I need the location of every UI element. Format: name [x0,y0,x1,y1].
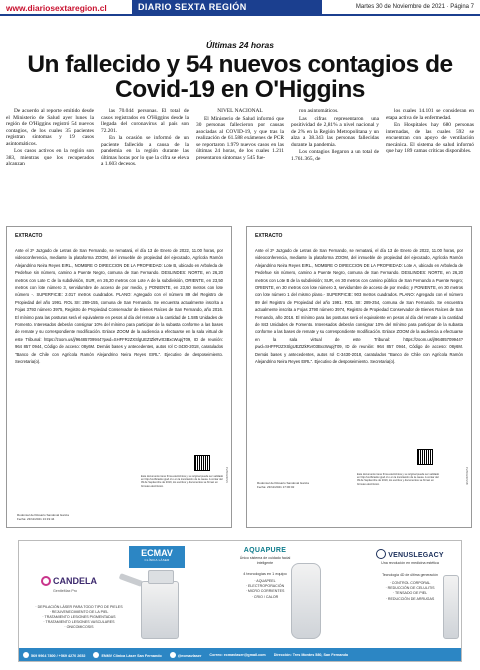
venus-name [375,549,445,559]
paragraph: En Hospitales hay 680 personas internadas, de las cuales 592 se encuentran con apoyo de ventilación mecánica. El sistema de salud informó que hay 189 camas críticas disponibles. [386,122,474,154]
legal-notice-2 [246,226,472,528]
ecmav-logo-text: ECMAV [141,548,173,558]
subheading: NIVEL NACIONAL [217,108,263,114]
article-column-5 [386,108,474,216]
signer: Rodomiel del Rosario Sandoval García Fecha: 23/11/2021 13:19:44 [17,513,69,521]
paragraph: ron asintomáticos. [299,108,339,114]
paragraph: El Ministerio de Salud informó que 30 personas fallecieron por causas asociadas al COVID-19, y que tras la realización de 61.588 exámenes de PCR se reportaron 1.979 nuevos casos en las últimas 24 horas, de los cuales 1.211 presentaron síntomas y 545 fue- [196,115,284,161]
article-column-2 [101,108,189,216]
phone-text: 569 9964 7800 / +569 4270 2652 [31,653,86,658]
paragraph: En la ocasión se informó de un paciente fallecido a causa de la pandemia en la región durante las últimas horas por lo que la cifra se eleva a 1.603 decesos. [101,135,189,167]
aquapure-tech: 4 tecnologías en 1 equipo [243,572,287,576]
qr-code-icon [417,449,433,465]
venus-machine-icon [443,575,459,639]
site-url[interactable]: www.diariosextaregion.cl [0,0,132,14]
article-kicker: Últimas 24 horas [205,40,275,50]
facebook-icon [93,652,99,658]
article-column-1 [6,108,94,216]
laser-arm-icon [119,573,144,587]
legal-notice-1 [6,226,232,528]
page-date: Martes 30 de Noviembre de 2021 · Página 7 [322,0,480,14]
venus-treatments: · CONTROL CORPORAL · REDUCCIÓN DE CELULITIS · TENSADO DE PIEL · REDUCCIÓN DE ARRUGAS [385,581,435,601]
article-column-3 [196,108,284,216]
instagram-text: @ecmavlaser [177,653,202,658]
notice-body: Ante el 2º Juzgado de Letras de San Fernando, se rematará, el día 13 de Enero de 2022, 11.00 horas, por videoconferencia, mediante la plataforma ZOOM, del inmueble de propiedad del ejecutado, Agrícola Ramón Alejandrino Neira Reyes EIRL., NOMBRE O DIRECCION DE LA PROPIEDAD: Lote B, ubicado en Arboleda de Pedehue sin número, camino a Puente Negro, comuna de San Fernando. DESLINDES: NORTE, en 26,20 metros con Lote C de la subdivisión, SUR, en 26,20 metros con Lote A de la subdivisión, ORIENTE, en 23,50 metros con lote número 3, servidumbre de acceso de por medio, y PONIENTE, en 23,50 metros con lote número -. SUPERFICIE: 2.017 metros cuadrados. PLANO: Agregado con el número 89 del Registro de Propiedad del año 1991. ROL SII: 289-155, comuna de San Fernando. Se encuentra actualmente inscrita a Fojas 3793 número 3975, Registro de Propiedad Conservador de Bienes Raíces de San Fernando, año 2016. El mínimo para las posturas será el equivalente en pesos al día del remate a la cantidad de 1.585 Unidades de Fomento. Interesados deberán consignar 10% del mínimo para participar de la subasta conforme a las bases de remate y su correspondiente modificación. Enlace ZOOM de la audiencia a efectuarse en la sala virtual de este Tribunal: https://zoom.us/j/96485709944?pwd=SHFFRzZXSlgUEZtZkRvr03BxcWupjT09, ID de reunión: 964 857 0944, Código de acceso: 08y6M. Demás bases y antecedentes, autos rol C-3430-2018, caratulados "Banco de Chile con Agrícola Ramón Alejandrino Neira Reyes EIRL". Ejecutivo de desposeimiento. Secretaria(o). [15,248,223,365]
page-header [0,0,480,14]
verification-code: FVZXGNKNS [225,467,228,483]
paragraph: Las cifras representaron una positividad de 2,81% a nivel nacional y de 2% en la Región Metropolitana y un alza a 38.343 las personas fallecidas durante la pandemia. [291,115,379,148]
header-divider [0,14,480,16]
email-contact[interactable]: Correo: ecmavlaser@gmail.com [209,652,266,657]
aquapure-desc: Único sistema de cuidado facial inteligente [239,556,291,565]
candela-name: CANDELA [53,576,97,586]
candela-logo [41,571,97,593]
notice-body: Ante el 2º Juzgado de Letras de San Fernando, se rematará, el día 13 de Enero de 2022, 11.00 horas, por videoconferencia, mediante la plataforma ZOOM, del inmueble de propiedad del ejecutado, Agrícola Ramón Alejandrino Neira Reyes EIRL., NOMBRE O DIRECCION DE LA PROPIEDAD: Lote A, ubicado en Arboleda de Pedehue sin número, camino a Puente Negro, comuna de San Fernando. DESLINDES: NORTE, en 26,20 metros con Lote B de la subdivisión; SUR, en 30 metros con camino público de San Fernando a Puente Negro; ORIENTE, en 30 metros con lote número 3, servidumbre de acceso de por medio; y PONIENTE, en 30 metros con lote número 1 del mismo plano.- SUPERFICIE: 903 metros cuadrados. PLANO: Agregado con el número 89 del Registro de Propiedad del año 1991. ROL SII: 289-254, comuna de San Fernando. Se encuentra actualmente inscrita a Fojas 3790 número 3974, Registro de Propiedad Conservador de Bienes Raíces de San Fernando, año 2016. El mínimo para las posturas será el equivalente en pesos al día del remate a la cantidad de 843 Unidades de Fomento. Interesados deberán consignar 10% del mínimo para participar de la subasta conforme a las bases de remate y su correspondiente modificación. Enlace ZOOM de la audiencia a efectuarse en la sala virtual de este Tribunal: https://zoom.us/j/96485709944?pwd=SHFFRzZXSlgUEZtZkRvr03BxcWupjT09, ID de reunión: 964 857 0944, Código de acceso: 08y6M. Demás bases y antecedentes, autos rol C-3430-2018, caratulados "Banco de Chile con Agrícola Ramón Alejandrino Neira Reyes EIRL". Ejecutivo de desposeimiento. Secretaria(o). [255,248,463,365]
venus-tech: Tecnología 4D de última generación [382,573,438,577]
clinic-text: ENMV Clínica Láser San Fernando [101,653,162,658]
whatsapp-icon [23,652,29,658]
signer: Rodomiel del Rosario Sandoval García Fecha: 23/11/2021 17:00:02 [257,481,309,489]
signature-note: Este documento tiene firma electrónica y su original puede ser validado en http://verificadoc.pjud.cl o en la tramitación de la causa. A contar del 09 de Septiembre de 2019, los escritos y documentos se firman en formato electrónico. [141,475,224,488]
venus-mark-icon [376,549,386,559]
aquapure-machine-icon [291,563,321,639]
notice-title: EXTRACTO [255,233,283,239]
aquapure-treatments: · AQUAPEEL · ELECTROPORACIÓN · MICRO CORRIENTES · CRIO / CALOR [245,579,285,599]
verification-code: FVZXGNKNSB [465,467,468,485]
paragraph: Los contagios llegaron a un total de 1.761.365, de [291,149,379,162]
qr-code-icon [194,455,210,471]
phone-contact[interactable] [23,652,85,658]
aquapure-name: AQUAPURE [243,547,287,554]
clinic-advertisement[interactable] [18,540,462,662]
notice-title: EXTRACTO [15,233,43,239]
ecmav-logo [129,546,185,568]
address-contact: Dirección: Tres Montes 580, San Fernando [273,652,349,657]
venus-name-text: VENUSLEGACY [388,552,444,559]
facebook-contact[interactable] [93,652,161,658]
candela-mark-icon [41,576,51,586]
signature-note: Este documento tiene firma electrónica y su original puede ser validado en http://verificadoc.pjud.cl o en la tramitación de la causa. A contar del 09 de Septiembre de 2019, los escritos y documentos se firman en formato electrónico. [357,473,440,486]
ad-contact-bar [19,648,461,661]
ecmav-logo-sub: CLÍNICA LÁSER [144,558,170,562]
article-column-4 [291,108,379,216]
instagram-contact[interactable] [170,652,202,658]
paragraph: De acuerdo al reporte emitido desde el Ministerio de Salud ayer lunes la región de O'Higgins registró 54 nuevos contagios, de los cuales 35 pacientes registran síntomas y 19 casos asintomáticos. [6,108,94,147]
candela-treatments: · DEPILACIÓN LÁSER PARA TODO TIPO DE PIELES · REJUVENECIMIENTO DE LA PIEL · TRATAMIENTO LESIONES PIGMENTADAS · TRATAMIENTO LESIONES VASCULARES · ONICOMICOSIS [35,605,123,629]
article-headline: Un fallecido y 54 nuevos contagios de Covid-19 en O'Higgins [27,51,453,103]
candela-product: GentleMax Pro [53,589,77,593]
laser-machine-icon [141,581,179,639]
instagram-icon [170,652,176,658]
newspaper-name: DIARIO SEXTA REGIÓN [132,0,322,14]
venus-block [375,549,445,602]
article-body [6,108,474,216]
venus-desc: Una revolución en medicina estética [381,561,439,565]
paragraph: Los casos activos en la región son 383, mientras que los recuperados alcanzan [6,148,94,167]
paragraph: los cuales 14.101 se consideran en etapa activa de la enfermedad. [386,108,474,121]
paragraph: las 70.044 personas. El total de casos registrados en O'Higgins desde la llegada del coronavirus al país son 72.201. [101,108,189,134]
aquapure-block [235,547,295,600]
